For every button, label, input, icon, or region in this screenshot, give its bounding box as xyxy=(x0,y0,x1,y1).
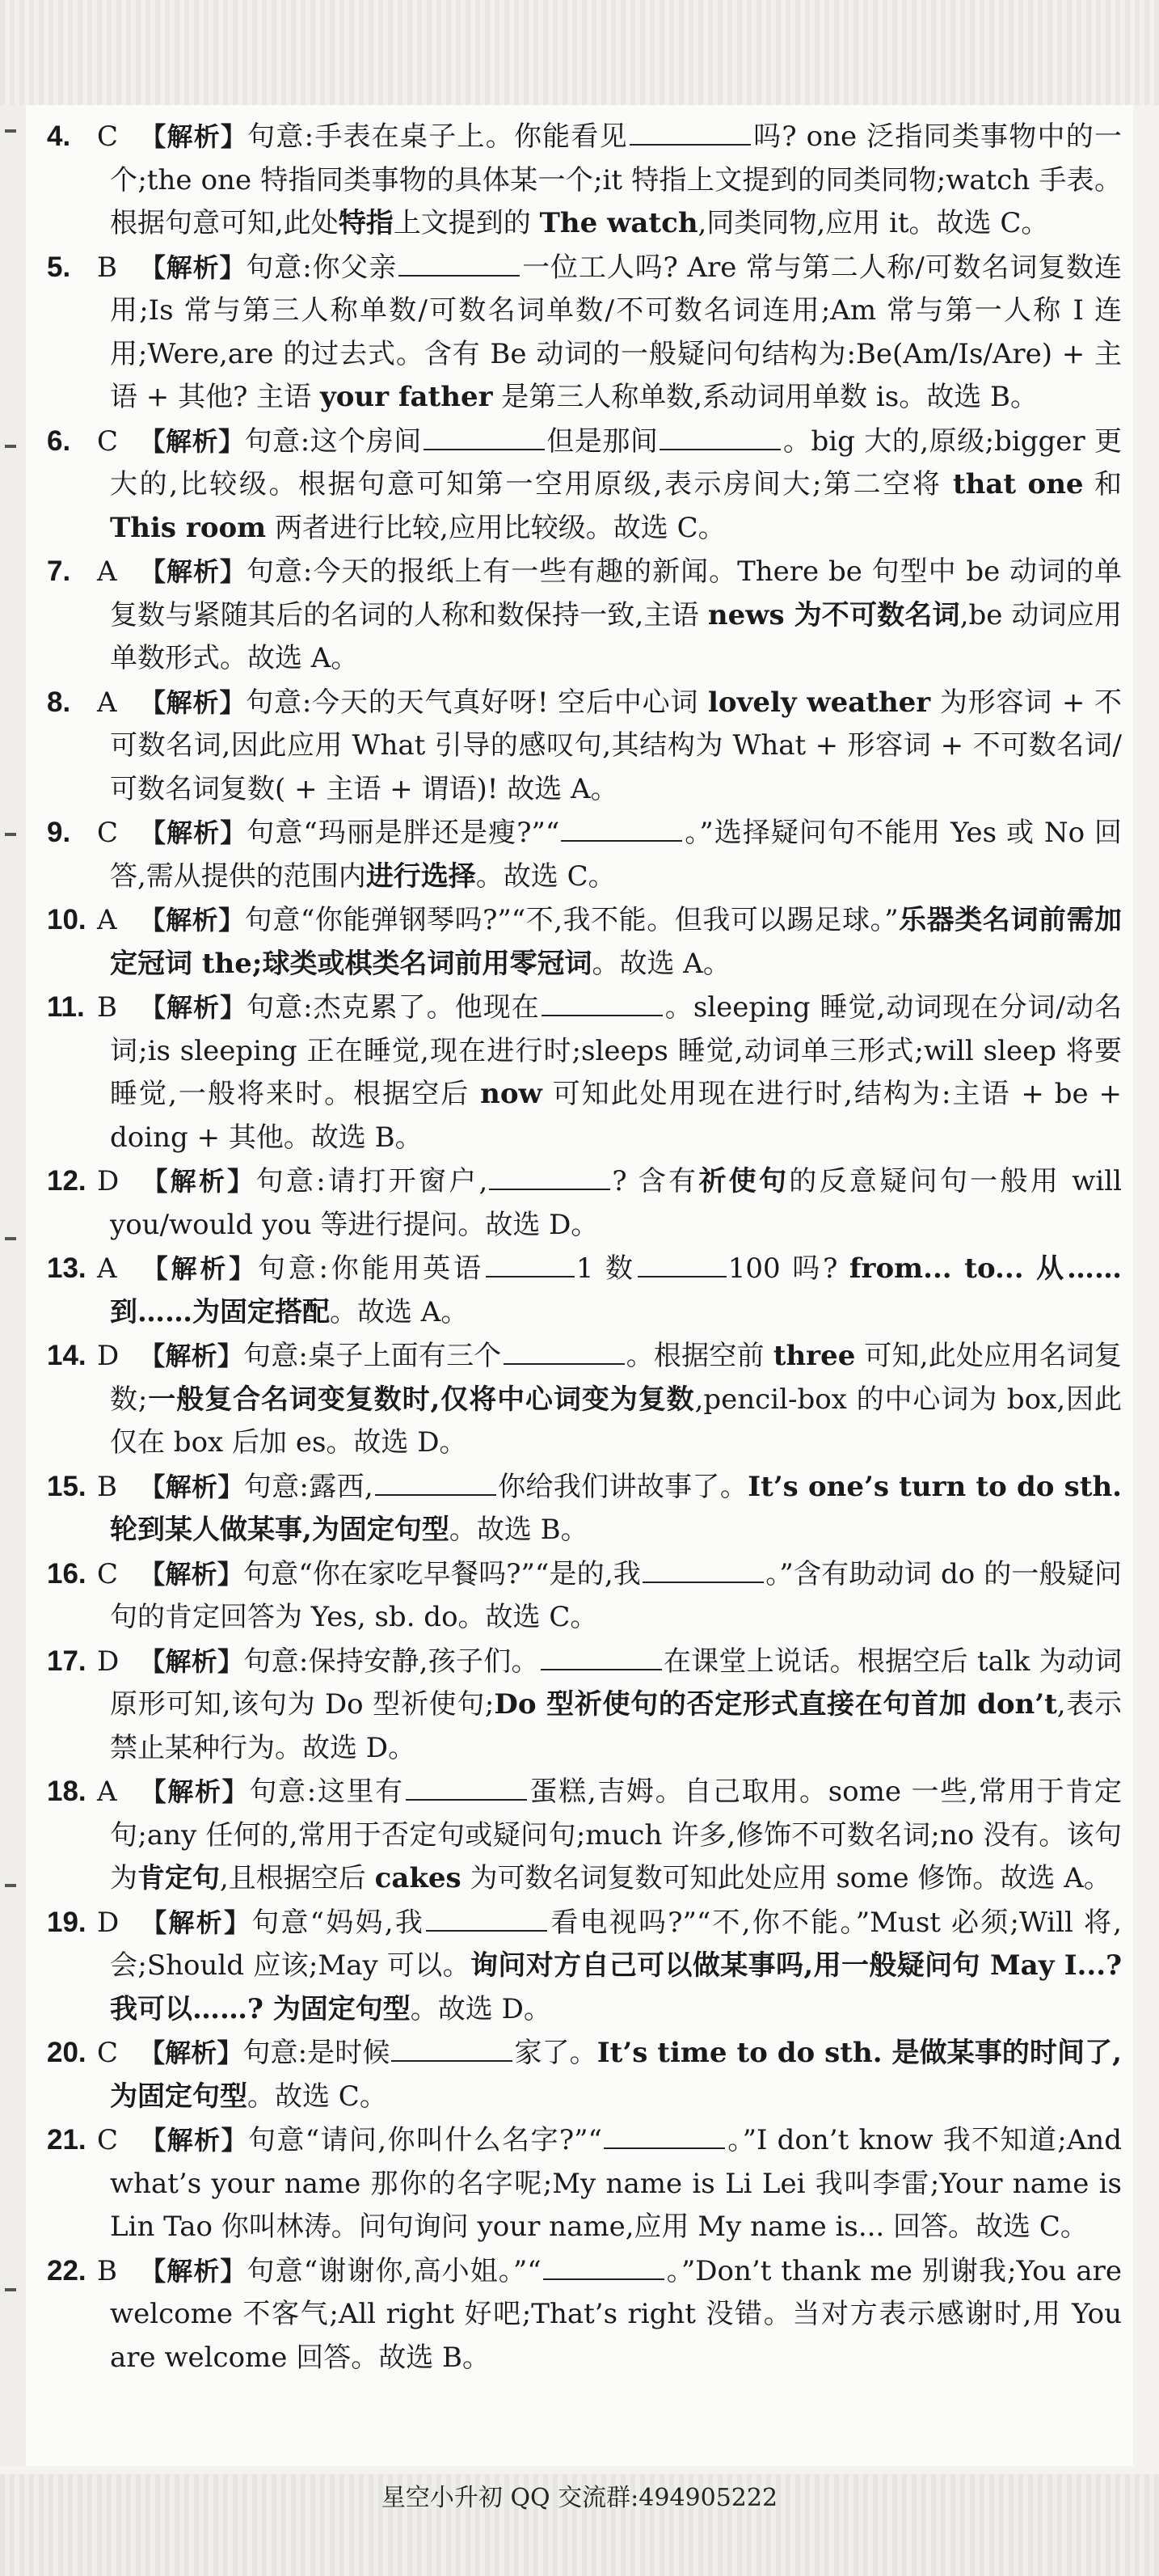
explanation-text: 。故选 C。 xyxy=(247,2080,387,2113)
explanation-text: 是第三人称单数,系动词用单数 is。故选 B。 xyxy=(492,381,1039,413)
item-number: 15. xyxy=(47,1470,86,1502)
answer-letter: C xyxy=(97,424,119,458)
explanation-text: 在课堂上说话。根据空后 talk 为动词原形可知,该句为 Do 型祈使句; xyxy=(110,1645,1122,1721)
answer-letter: B xyxy=(97,1470,117,1503)
explanation-text: 家了。 xyxy=(514,2037,597,2069)
answer-letter: A xyxy=(97,1252,117,1285)
answer-letter: B xyxy=(97,2254,117,2287)
analysis-tag: 【解析】 xyxy=(139,1558,243,1590)
analysis-tag: 【解析】 xyxy=(139,2255,247,2287)
item-number: 5. xyxy=(47,251,71,283)
analysis-tag: 【解析】 xyxy=(139,1253,258,1284)
blank xyxy=(542,987,663,1016)
explanation-text: news 为不可数名词 xyxy=(707,598,960,631)
explanation-text: 句意“你在家吃早餐吗?”“是的,我 xyxy=(242,1557,642,1590)
item-11 xyxy=(47,986,1122,1159)
explanation-text: 。sleeping 睡觉,动词现在分词/动名词;is sleeping 正在睡觉,现在进行时;sleeps 睡觉,动词单三形式;will sleep 将要睡觉,一般将来时。根据空后 xyxy=(110,991,1122,1110)
blank xyxy=(424,421,545,450)
explanation-text: 句意“谢谢你,高小姐。”“ xyxy=(247,2254,542,2287)
analysis-tag: 【解析】 xyxy=(139,992,247,1023)
explanation-text: ,be 动词应用单数形式。故选 A。 xyxy=(110,598,1122,674)
explanation-text: 吗? one 泛指同类事物中的一个;the one 特指同类事物的具体某一个;it 特指上文提到的同类同物;watch 手表。根据句意可知,此处 xyxy=(110,120,1122,239)
item-number: 10. xyxy=(47,904,86,935)
item-4 xyxy=(47,115,1122,246)
footer-group-info: 星空小升初 QQ 交流群:494905222 xyxy=(381,2484,778,2512)
explanation-text: 句意“你能弹钢琴吗?”“不,我不能。但我可以踢足球。” xyxy=(244,904,899,936)
analysis-tag: 【解析】 xyxy=(139,121,248,152)
item-number: 19. xyxy=(47,1906,86,1938)
explanation-text: lovely weather xyxy=(707,686,931,719)
item-6 xyxy=(47,420,1122,551)
explanation-text: 句意“请问,你叫什么名字?”“ xyxy=(247,2124,602,2156)
answer-letter: A xyxy=(97,1776,117,1808)
explanation-text: 询问对方自己可以做某事吗,用一般疑问句 May I...? 我可以……? 为固定句型 xyxy=(110,1949,1122,2025)
item-number: 14. xyxy=(47,1340,86,1371)
answer-letter: C xyxy=(97,120,119,153)
blank xyxy=(638,1248,727,1277)
blank xyxy=(375,1467,496,1496)
explanation-text: ? 含有 xyxy=(612,1165,699,1197)
explanation-text: 句意:今天的报纸上有一些有趣的新闻。There be 句型中 be 动词的单复数与紧随其后的名词的人称和数保持一致,主语 xyxy=(110,555,1122,631)
explanation-text: This room xyxy=(110,511,267,544)
item-number: 12. xyxy=(47,1165,86,1197)
item-5 xyxy=(47,246,1122,420)
blank xyxy=(486,1248,575,1277)
item-22 xyxy=(47,2249,1122,2380)
explanation-text: 但是那间 xyxy=(546,424,659,458)
explanation-text: 的反意疑问句一般用 will you/would you 等进行提问。故选 D。 xyxy=(110,1165,1122,1241)
explanation-text: 。故选 A。 xyxy=(330,1295,469,1328)
answer-letter: D xyxy=(97,1645,120,1678)
item-7 xyxy=(47,550,1122,681)
explanation-text: 。故选 D。 xyxy=(410,1992,551,2025)
explanation-text: 肯定句 xyxy=(137,1862,220,1894)
blank xyxy=(630,116,751,146)
analysis-tag: 【解析】 xyxy=(139,1907,252,1938)
analysis-tag: 【解析】 xyxy=(139,905,245,935)
item-number: 6. xyxy=(47,424,71,457)
answer-letter: A xyxy=(97,686,117,719)
explanation-text: 句意“妈妈,我 xyxy=(251,1906,425,1939)
item-number: 8. xyxy=(47,686,71,718)
item-number: 22. xyxy=(47,2254,86,2287)
explanation-text: 句意:桌子上面有三个 xyxy=(243,1340,502,1372)
explanation-text: 两者进行比较,应用比较级。故选 C。 xyxy=(266,511,726,544)
explanation-text: 。”选择疑问句不能用 Yes 或 No 回答,需从提供的范围内 xyxy=(110,817,1122,893)
answer-letter: B xyxy=(97,991,117,1024)
item-number: 18. xyxy=(47,1776,86,1807)
explanation-text: your father xyxy=(319,381,493,413)
blank xyxy=(398,247,520,277)
item-18 xyxy=(47,1770,1122,1901)
explanation-text: ,pencil-box 的中心词为 box,因此仅在 box 后加 es。故选 D。 xyxy=(110,1383,1122,1459)
answer-letter: C xyxy=(97,817,119,849)
item-17 xyxy=(47,1640,1122,1771)
left-binding-margin xyxy=(0,105,27,2466)
item-number: 13. xyxy=(47,1252,86,1284)
explanation-text: 句意:手表在桌子上。你能看见 xyxy=(247,120,628,153)
explanation-text: 。根据空前 xyxy=(626,1340,773,1372)
analysis-tag: 【解析】 xyxy=(139,425,245,457)
item-15 xyxy=(47,1465,1122,1552)
explanation-text: It’s one’s turn to do sth. 轮到某人做某事,为固定句型 xyxy=(110,1470,1123,1546)
explanation-text: 为形容词 + 不可数名词,因此应用 What 引导的感叹句,其结构为 What + 形容词 + 不可数名词/可数名词复数( + 主语 + 谓语)! 故选 A。 xyxy=(110,686,1122,805)
item-12 xyxy=(47,1159,1122,1247)
explanation-text: 句意:你能用英语 xyxy=(257,1252,484,1285)
explanation-text: ,同类同物,应用 it。故选 C。 xyxy=(698,207,1049,239)
explanation-text: 1 数 xyxy=(575,1252,636,1285)
analysis-tag: 【解析】 xyxy=(139,1166,256,1197)
top-scan-band xyxy=(0,0,1159,105)
blank xyxy=(541,1641,662,1670)
blank xyxy=(426,1902,547,1932)
item-number: 9. xyxy=(47,817,71,848)
explanation-text: ,表示禁止某种行为。故选 D。 xyxy=(110,1688,1122,1764)
explanation-text: 句意:你父亲 xyxy=(246,251,398,284)
item-8 xyxy=(47,681,1122,812)
explanation-text: 祈使句 xyxy=(698,1165,790,1197)
explanation-text: It’s time to do sth. 是做某事的时间了,为固定句型 xyxy=(110,2037,1122,2113)
explanation-text: 句意:这个房间 xyxy=(244,424,422,458)
analysis-tag: 【解析】 xyxy=(139,817,247,848)
analysis-tag: 【解析】 xyxy=(139,686,247,718)
item-14 xyxy=(47,1334,1122,1465)
item-10 xyxy=(47,898,1122,986)
explanation-text: 一般复合名词变复数时,仅将中心词变为复数 xyxy=(147,1383,695,1416)
answer-letter: D xyxy=(97,1906,120,1939)
explanation-text: 句意:杰克累了。他现在 xyxy=(247,991,540,1024)
explanation-text: Do 型祈使句的否定形式直接在句首加 don’t xyxy=(494,1688,1057,1721)
analysis-tag: 【解析】 xyxy=(139,2125,248,2156)
analysis-tag: 【解析】 xyxy=(139,1645,244,1677)
explanation-text: 。故选 C。 xyxy=(475,859,616,893)
item-number: 4. xyxy=(47,120,71,152)
answer-letter: A xyxy=(97,555,117,588)
explanation-text: 句意:是时候 xyxy=(242,2037,390,2069)
explanation-text: 和 xyxy=(1083,468,1122,500)
explanation-text: 为可数名词复数可知此处应用 some 修饰。故选 A。 xyxy=(461,1862,1111,1894)
item-number: 11. xyxy=(47,991,85,1023)
item-number: 7. xyxy=(47,555,71,587)
explanation-text: 句意:这里有 xyxy=(249,1776,404,1808)
item-number: 16. xyxy=(47,1557,86,1590)
explanation-text: 。故选 A。 xyxy=(592,947,731,980)
explanation-text: 一位工人吗? Are 常与第二人称/可数名词复数连用;Is 常与第三人称单数/可数名词单数/不可数名词连用;Am 常与第一人称 I 连用;Were,are 的过去式。含有 Be 动词的一般疑问句结构为:Be(Am/Is/Are) + 主语 + 其他? 主语 xyxy=(110,251,1122,413)
explanation-text: 。故选 B。 xyxy=(449,1514,588,1546)
explanation-text: 句意:请打开窗户, xyxy=(255,1165,488,1197)
item-number: 20. xyxy=(47,2037,86,2068)
item-13 xyxy=(47,1247,1122,1334)
analysis-tag: 【解析】 xyxy=(139,2038,243,2068)
explanation-text: 可知此处用现在进行时,结构为:主语 + be + doing + 其他。故选 B。 xyxy=(110,1078,1122,1154)
explanation-text: 。”Don’t thank me 别谢我;You are welcome 不客气;All right 好吧;That’s right 没错。当对方表示感谢时,用 You are welcome 回答。故选 B。 xyxy=(110,2254,1123,2374)
explanation-text: that one xyxy=(952,468,1084,500)
explanation-text: 进行选择 xyxy=(365,859,476,893)
explanation-text: ,且根据空后 xyxy=(220,1862,375,1894)
blank xyxy=(561,813,682,842)
analysis-tag: 【解析】 xyxy=(139,1341,244,1371)
blank xyxy=(660,421,781,450)
analysis-tag: 【解析】 xyxy=(139,556,247,587)
analysis-tag: 【解析】 xyxy=(139,1776,250,1807)
item-20 xyxy=(47,2031,1122,2118)
explanation-text: The watch xyxy=(539,207,698,239)
answer-letter: C xyxy=(97,2124,119,2156)
analysis-tag: 【解析】 xyxy=(139,1471,244,1502)
explanation-text: from... to... 从……到……为固定搭配 xyxy=(110,1252,1122,1328)
item-21 xyxy=(47,2118,1122,2249)
answer-letter: D xyxy=(97,1165,120,1197)
explanation-text: cakes xyxy=(374,1862,461,1894)
answer-letter: D xyxy=(97,1340,120,1372)
blank xyxy=(391,2033,512,2062)
blank xyxy=(543,2251,664,2280)
blank xyxy=(406,1772,527,1801)
explanation-text: three xyxy=(773,1340,856,1372)
answer-letter: C xyxy=(97,2037,119,2069)
explanation-text: 你给我们讲故事了。 xyxy=(497,1470,748,1503)
answer-letter: C xyxy=(97,1557,119,1590)
blank xyxy=(489,1161,610,1190)
item-number: 17. xyxy=(47,1645,86,1677)
explanation-text: 。”I don’t know 我不知道;And what’s your name 那你的名字呢;My name is Li Lei 我叫李雷;Your name is Lin Tao 你叫林涛。问句询问 your name,应用 My name is... 回答。故选 C。 xyxy=(110,2124,1122,2243)
explanation-text: 看电视吗?”“不,你不能。”Must 必须;Will 将,会;Should 应该;May 可以。 xyxy=(110,1906,1122,1982)
explanation-text: 特指 xyxy=(338,207,394,239)
explanation-text: 句意“玛丽是胖还是瘦?”“ xyxy=(247,817,560,849)
explanation-text: 句意:今天的天气真好呀! 空后中心词 xyxy=(246,686,708,719)
explanation-text: 100 吗? xyxy=(727,1252,849,1285)
explanation-text: 。big 大的,原级;bigger 更大的,比较级。根据句意可知第一空用原级,表示房间大;第二空将 xyxy=(110,424,1122,500)
item-number: 21. xyxy=(47,2124,86,2156)
explanation-text: 句意:保持安静,孩子们。 xyxy=(243,1645,539,1678)
explanation-text: 句意:露西, xyxy=(243,1470,373,1503)
explanation-text: 。”含有助动词 do 的一般疑问句的肯定回答为 Yes, sb. do。故选 C。 xyxy=(110,1557,1122,1633)
blank xyxy=(604,2120,725,2149)
explanation-text: 蛋糕,吉姆。自己取用。some 一些,常用于肯定句;any 任何的,常用于否定句或疑问句;much 许多,修饰不可数名词;no 没有。该句为 xyxy=(110,1776,1122,1894)
analysis-tag: 【解析】 xyxy=(139,251,247,283)
item-16 xyxy=(47,1552,1122,1640)
item-19 xyxy=(47,1901,1122,2032)
answer-letter: B xyxy=(97,251,117,284)
answer-letter: A xyxy=(97,904,117,936)
blank xyxy=(643,1554,764,1583)
blank xyxy=(504,1336,625,1365)
explanation-text: now xyxy=(480,1078,542,1110)
item-9 xyxy=(47,811,1122,898)
answer-explanations xyxy=(47,115,1122,2380)
explanation-text: 上文提到的 xyxy=(393,207,540,239)
explanation-text: 乐器类名词前需加定冠词 the;球类或棋类名词前用零冠词 xyxy=(110,904,1122,980)
explanation-text: 可知,此处应用名词复数; xyxy=(110,1340,1122,1416)
